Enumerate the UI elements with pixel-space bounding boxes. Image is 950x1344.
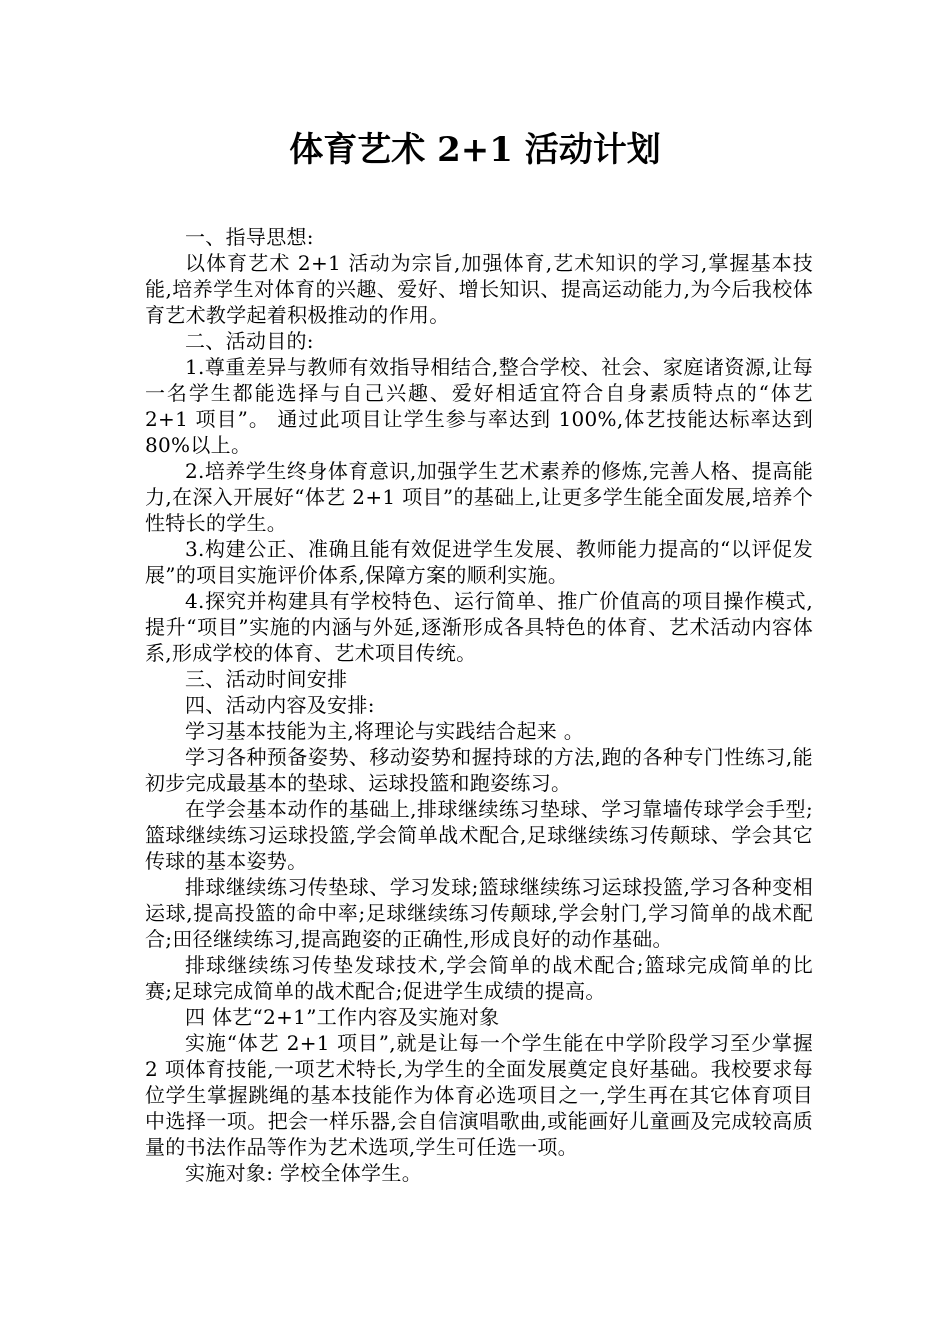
paragraph-content-3: 在学会基本动作的基础上,排球继续练习垫球、学习靠墙传球学会手型;篮球继续练习运球投篮,学会简单战术配合,足球继续练习传颠球、学会其它传球的基本姿势。 [145, 797, 813, 873]
section-heading-schedule: 三、活动时间安排 [185, 667, 348, 691]
paragraph-goal-4: 4.探究并构建具有学校特色、运行简单、推广价值高的项目操作模式,提升“项目”实施的内涵与外延,逐渐形成各具特色的体育、艺术活动内容体系,形成学校的体育、艺术项目传统。 [145, 589, 813, 665]
paragraph-content-4: 排球继续练习传垫球、学习发球;篮球继续练习运球投篮,学习各种变相运球,提高投篮的命中率;足球继续练习传颠球,学会射门,学习简单的战术配合;田径继续练习,提高跑姿的正确性,形成良好的动作基础。 [145, 875, 813, 951]
document-title: 体育艺术 2+1 活动计划 [289, 130, 661, 170]
paragraph-guiding-thought: 以体育艺术 2+1 活动为宗旨,加强体育,艺术知识的学习,掌握基本技能,培养学生对体育的兴趣、爱好、增长知识、提高运动能力,为今后我校体育艺术教学起着积极推动的作用。 [145, 251, 813, 327]
section-heading-guiding-thought: 一、指导思想: [185, 225, 314, 249]
paragraph-goal-3: 3.构建公正、准确且能有效促进学生发展、教师能力提高的“以评促发展”的项目实施评价体系,保障方案的顺利实施。 [145, 537, 813, 587]
paragraph-goal-2: 2.培养学生终身体育意识,加强学生艺术素养的修炼,完善人格、提高能力,在深入开展好“体艺 2+1 项目”的基础上,让更多学生能全面发展,培养个性特长的学生。 [145, 459, 813, 535]
section-heading-content: 四、活动内容及安排: [185, 693, 375, 717]
section-heading-work-content: 四 体艺“2+1”工作内容及实施对象 [185, 1005, 500, 1029]
paragraph-content-5: 排球继续练习传垫发球技术,学会简单的战术配合;篮球完成简单的比赛;足球完成简单的战术配合;促进学生成绩的提高。 [145, 953, 813, 1003]
section-heading-activity-goals: 二、活动目的: [185, 329, 314, 353]
paragraph-target: 实施对象: 学校全体学生。 [185, 1161, 422, 1185]
paragraph-implementation: 实施“体艺 2+1 项目”,就是让每一个学生能在中学阶段学习至少掌握 2 项体育技能,一项艺术特长,为学生的全面发展奠定良好基础。我校要求每位学生掌握跳绳的基本技能作为体育必选项目之一,学生再在其它体育项目中选择一项。把会一样乐器,会自信演唱歌曲,或能画好儿童画及完成较高质量的书法作品等作为艺术选项,学生可任选一项。 [145, 1031, 813, 1159]
paragraph-goal-1: 1.尊重差异与教师有效指导相结合,整合学校、社会、家庭诸资源,让每一名学生都能选择与自己兴趣、爱好相适宜符合自身素质特点的“体艺 2+1 项目”。 通过此项目让学生参与率达到 100%,体艺技能达标率达到 80%以上。 [145, 355, 813, 457]
paragraph-content-1: 学习基本技能为主,将理论与实践结合起来 。 [185, 719, 585, 743]
paragraph-content-2: 学习各种预备姿势、移动姿势和握持球的方法,跑的各种专门性练习,能初步完成最基本的垫球、运球投篮和跑姿练习。 [145, 745, 813, 795]
document-body [145, 224, 813, 1186]
